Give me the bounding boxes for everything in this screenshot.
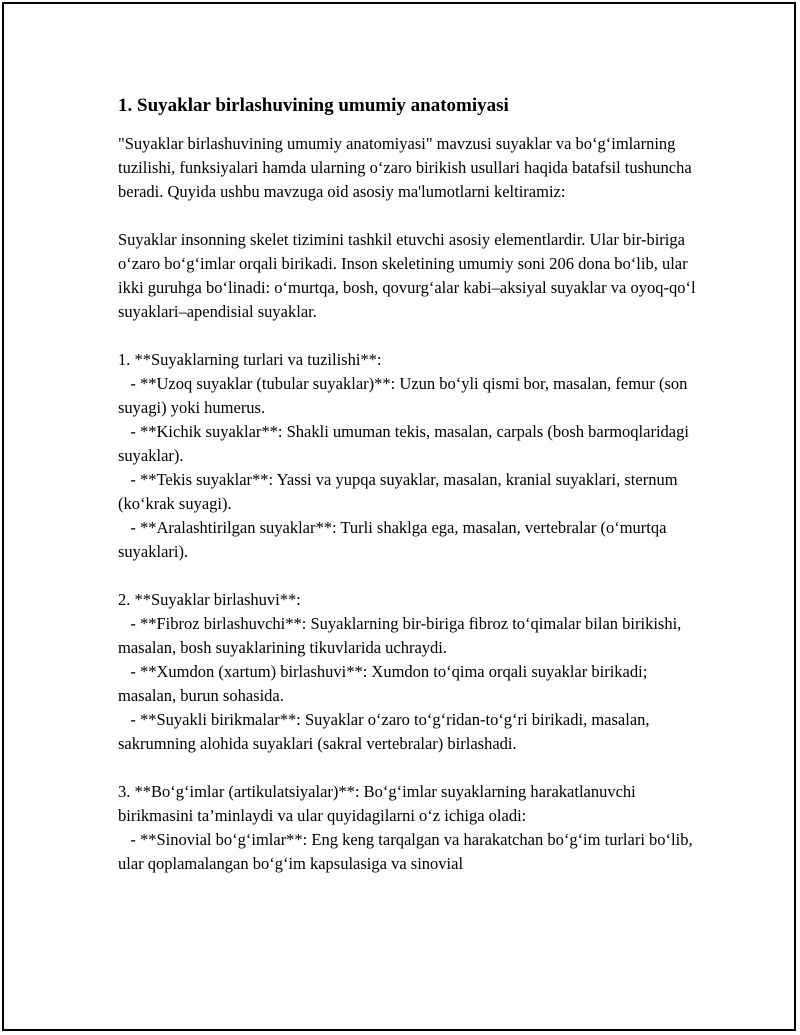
skeleton-paragraph: Suyaklar insonning skelet tizimini tashkil etuvchi asosiy elementlardir. Ular bir-biriga o‘zaro bo‘g‘imlar orqali birikadi. Inson skeletining umumiy soni 206 dona bo‘lib, ular ikki guruhga bo‘linadi: o‘murtqa, bosh, qovurg‘alar kabi–aksiyal suyaklar va oyoq-qo‘l suyaklari–apendisial suyaklar. [118,230,700,321]
paragraph-spacer [118,756,698,780]
bone-types-section: 1. **Suyaklarning turlari va tuzilishi**: - **Uzoq suyaklar (tubular suyaklar)**: Uzun bo‘yli qismi bor, masalan, femur (son suyagi) yoki humerus. - **Kichik suyaklar**: Shakli umuman tekis, masalan, carpals (bosh barmoqlaridagi suyaklar). - **Tekis suyaklar**: Yassi va yupqa suyaklar, masalan, kranial suyaklari, sternum (ko‘krak suyagi). - **Aralashtirilgan suyaklar**: Turli shaklga ega, masalan, vertebralar (o‘murtqa suyaklari). [118,350,689,561]
document-body [118,93,698,876]
intro-paragraph: "Suyaklar birlashuvining umumiy anatomiyasi" mavzusi suyaklar va bo‘g‘imlarning tuzilishi, funksiyalari hamda ularning o‘zaro birikish usullari haqida batafsil tushuncha beradi. Quyida ushbu mavzuga oid asosiy ma'lumotlarni keltiramiz: [118,134,696,201]
paragraph-spacer [118,564,698,588]
paragraph-spacer [118,324,698,348]
joints-section: 3. **Bo‘g‘imlar (artikulatsiyalar)**: Bo‘g‘imlar suyaklarning harakatlanuvchi birikmasini ta’minlaydi va ular quyidagilarni o‘z ichiga oladi: - **Sinovial bo‘g‘imlar**: Eng keng tarqalgan va harakatchan bo‘g‘im turlari bo‘lib, ular qoplamalangan bo‘g‘im kapsulasiga va sinovial [118,782,693,873]
document-title: 1. Suyaklar birlashuvining umumiy anatomiyasi [118,95,509,116]
bone-joining-section: 2. **Suyaklar birlashuvi**: - **Fibroz birlashuvchi**: Suyaklarning bir-biriga fibroz to‘qimalar bilan birikishi, masalan, bosh suyaklarining tikuvlarida uchraydi. - **Xumdon (xartum) birlashuvi**: Xumdon to‘qima orqali suyaklar birikadi; masalan, burun sohasida. - **Suyakli birikmalar**: Suyaklar o‘zaro to‘g‘ridan-to‘g‘ri birikadi, masalan, sakrumning alohida suyaklari (sakral vertebralar) birlashadi. [118,590,682,753]
paragraph-spacer [118,204,698,228]
